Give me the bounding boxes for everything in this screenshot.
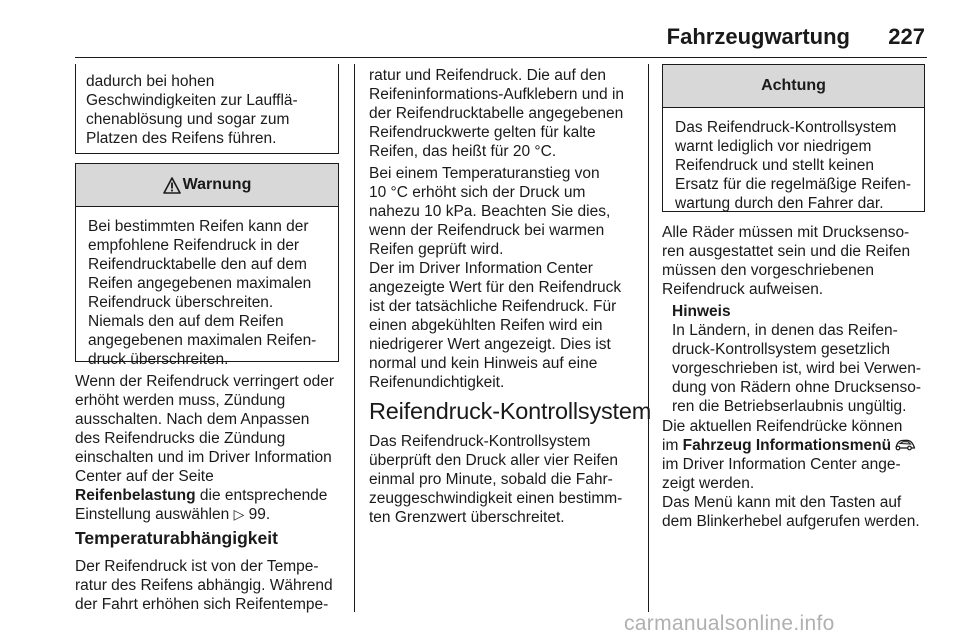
dic-value-paragraph — [369, 259, 644, 392]
text-line: ren ausgestattet sein und die Reifen — [662, 243, 911, 260]
note-title: Hinweis — [672, 303, 731, 320]
text-line: ausschalten. Nach dem Anpassen — [75, 411, 310, 428]
car-icon — [894, 438, 916, 451]
text-line: empfohlene Reifendruck in der — [88, 237, 300, 254]
header-rule — [75, 57, 927, 58]
intro-box — [75, 64, 339, 154]
text-fragment: im — [662, 437, 683, 454]
caution-title: Achtung — [761, 77, 826, 94]
text-line: vorgeschrieben ist, wird bei Verwen- — [672, 360, 921, 377]
watermark: carmanualsonline.info — [624, 612, 835, 635]
text-line: angezeigte Wert für den Reifendruck — [369, 279, 622, 296]
text-line: Das Menü kann mit den Tasten auf — [662, 494, 902, 511]
text-line: Reifendruck aufweisen. — [662, 281, 824, 298]
section-title-temperature: Temperaturabhängigkeit — [75, 528, 278, 548]
text-line: zeuggeschwindigkeit einen bestimm- — [369, 490, 623, 507]
column-divider-2 — [648, 64, 649, 612]
text-line: Reifen, das heißt für 20 °C. — [369, 143, 557, 160]
text-line: der Fahrt erhöhen sich Reifentempe- — [75, 596, 329, 613]
warning-triangle-icon — [163, 177, 181, 194]
text-line: wenn der Reifendruck bei warmen — [369, 222, 605, 239]
temperature-paragraph — [75, 557, 350, 614]
text-fragment: die entsprechende — [195, 487, 328, 504]
header-title: Fahrzeugwartung — [666, 24, 850, 49]
text-line: müssen den vorgeschriebenen — [662, 262, 874, 279]
text-line: nahezu 10 kPa. Beachten Sie dies, — [369, 203, 611, 220]
text-line: Reifendruck und stellt keinen — [675, 157, 875, 174]
text-line: warnt lediglich vor niedrigem — [675, 138, 872, 155]
text-line: des Reifendrucks die Zündung — [75, 430, 286, 447]
tire-pressure-paragraph — [75, 372, 350, 524]
text-line — [75, 486, 350, 505]
text-line: der Reifendrucktabelle angegebenen — [369, 105, 624, 122]
text-line: Bei bestimmten Reifen kann der — [88, 218, 309, 235]
column-divider-1 — [354, 64, 355, 612]
text-line: Der im Driver Information Center — [369, 260, 593, 277]
text-line: Alle Räder müssen mit Drucksenso- — [662, 224, 910, 241]
text-line: druck-Kontrollsystem gesetzlich — [672, 341, 890, 358]
page-number: 227 — [888, 24, 925, 49]
text-line: Die aktuellen Reifendrücke können — [662, 418, 903, 435]
note-block — [672, 302, 934, 416]
warning-text — [76, 207, 338, 369]
page-reference-arrow-icon: ▷ — [233, 506, 245, 522]
text-line: Reifenundichtigkeit. — [369, 374, 505, 391]
text-line: im Driver Information Center ange- — [662, 456, 901, 473]
text-line: zeigt werden. — [662, 475, 755, 492]
menu-access-paragraph — [662, 493, 932, 531]
text-line: Der Reifendruck ist von der Tempe- — [75, 558, 319, 575]
text-line: ren die Betriebserlaubnis ungültig. — [672, 398, 907, 415]
text-line: ist der tatsächliche Reifendruck. Für — [369, 298, 617, 315]
text-line: Center auf der Seite — [75, 468, 214, 485]
temperature-paragraph-continued — [369, 66, 644, 161]
text-line: einschalten und im Driver Information — [75, 449, 332, 466]
page-reference[interactable]: 99. — [248, 506, 271, 523]
text-line: Das Reifendruck-Kontrollsystem — [675, 119, 897, 136]
text-line: wartung durch den Fahrer dar. — [675, 195, 884, 212]
text-line: druck überschreiten. — [88, 351, 229, 368]
warning-box — [75, 163, 339, 368]
intro-text — [76, 64, 338, 148]
text-line: einen abgekühlten Reifen wird ein — [369, 317, 603, 334]
caution-text — [663, 108, 924, 213]
caution-header — [663, 65, 924, 108]
text-line: In Ländern, in denen das Reifen- — [672, 322, 898, 339]
text-line: Reifen angegebenen maximalen — [88, 275, 312, 292]
text-line: dung von Rädern ohne Drucksenso- — [672, 379, 922, 396]
text-line: dadurch bei hohen — [86, 73, 215, 90]
page-header — [0, 0, 960, 56]
text-line — [75, 505, 350, 524]
text-line: erhöht werden muss, Zündung — [75, 392, 286, 409]
warning-header — [76, 164, 338, 207]
text-line: Das Reifendruck-Kontrollsystem — [369, 433, 591, 450]
temperature-rise-paragraph — [369, 164, 644, 259]
text-line: Reifendruckwerte gelten für kalte — [369, 124, 596, 141]
text-line: Platzen des Reifens führen. — [86, 130, 277, 147]
text-line: Reifendruck überschreiten. — [88, 294, 274, 311]
text-line: Niemals den auf dem Reifen — [88, 313, 284, 330]
menu-item-reifenbelastung: Reifenbelastung — [75, 487, 196, 504]
warning-title: Warnung — [182, 176, 252, 193]
text-fragment: Einstellung auswählen — [75, 506, 230, 523]
menu-item-vehicle-info: Fahrzeug Informationsmenü — [682, 437, 892, 454]
text-line: ratur und Reifendruck. Die auf den — [369, 67, 606, 84]
text-line: ten Grenzwert überschreitet. — [369, 509, 565, 526]
text-line: angegebenen maximalen Reifen- — [88, 332, 317, 349]
text-line: 10 °C erhöht sich der Druck um — [369, 184, 586, 201]
text-line: normal und kein Hinweis auf eine — [369, 355, 598, 372]
tpms-paragraph — [369, 432, 644, 527]
text-line: Geschwindigkeiten zur Laufflä- — [86, 92, 298, 109]
section-heading-tpms: Reifendruck-Kontrollsystem — [369, 398, 652, 424]
text-line: chenablösung und sogar zum — [86, 111, 290, 128]
text-line: Wenn der Reifendruck verringert oder — [75, 373, 335, 390]
text-line: überprüft den Druck aller vier Reifen — [369, 452, 618, 469]
text-line: Reifen geprüft wird. — [369, 241, 504, 258]
text-line: einmal pro Minute, sobald die Fahr- — [369, 471, 613, 488]
sensor-paragraph — [662, 223, 930, 299]
text-line: ratur des Reifens abhängig. Während — [75, 577, 333, 594]
text-line: Reifeninformations-Aufklebern und in — [369, 86, 625, 103]
caution-box — [662, 64, 925, 212]
text-line — [662, 436, 930, 455]
text-line: Ersatz für die regelmäßige Reifen- — [675, 176, 912, 193]
text-line: dem Blinkerhebel aufgerufen werden. — [662, 513, 920, 530]
current-pressure-paragraph — [662, 417, 930, 493]
text-line: Bei einem Temperaturanstieg von — [369, 165, 600, 182]
text-line: Reifendrucktabelle den auf dem — [88, 256, 307, 273]
text-line: niedrigerer Wert angezeigt. Dies ist — [369, 336, 611, 353]
